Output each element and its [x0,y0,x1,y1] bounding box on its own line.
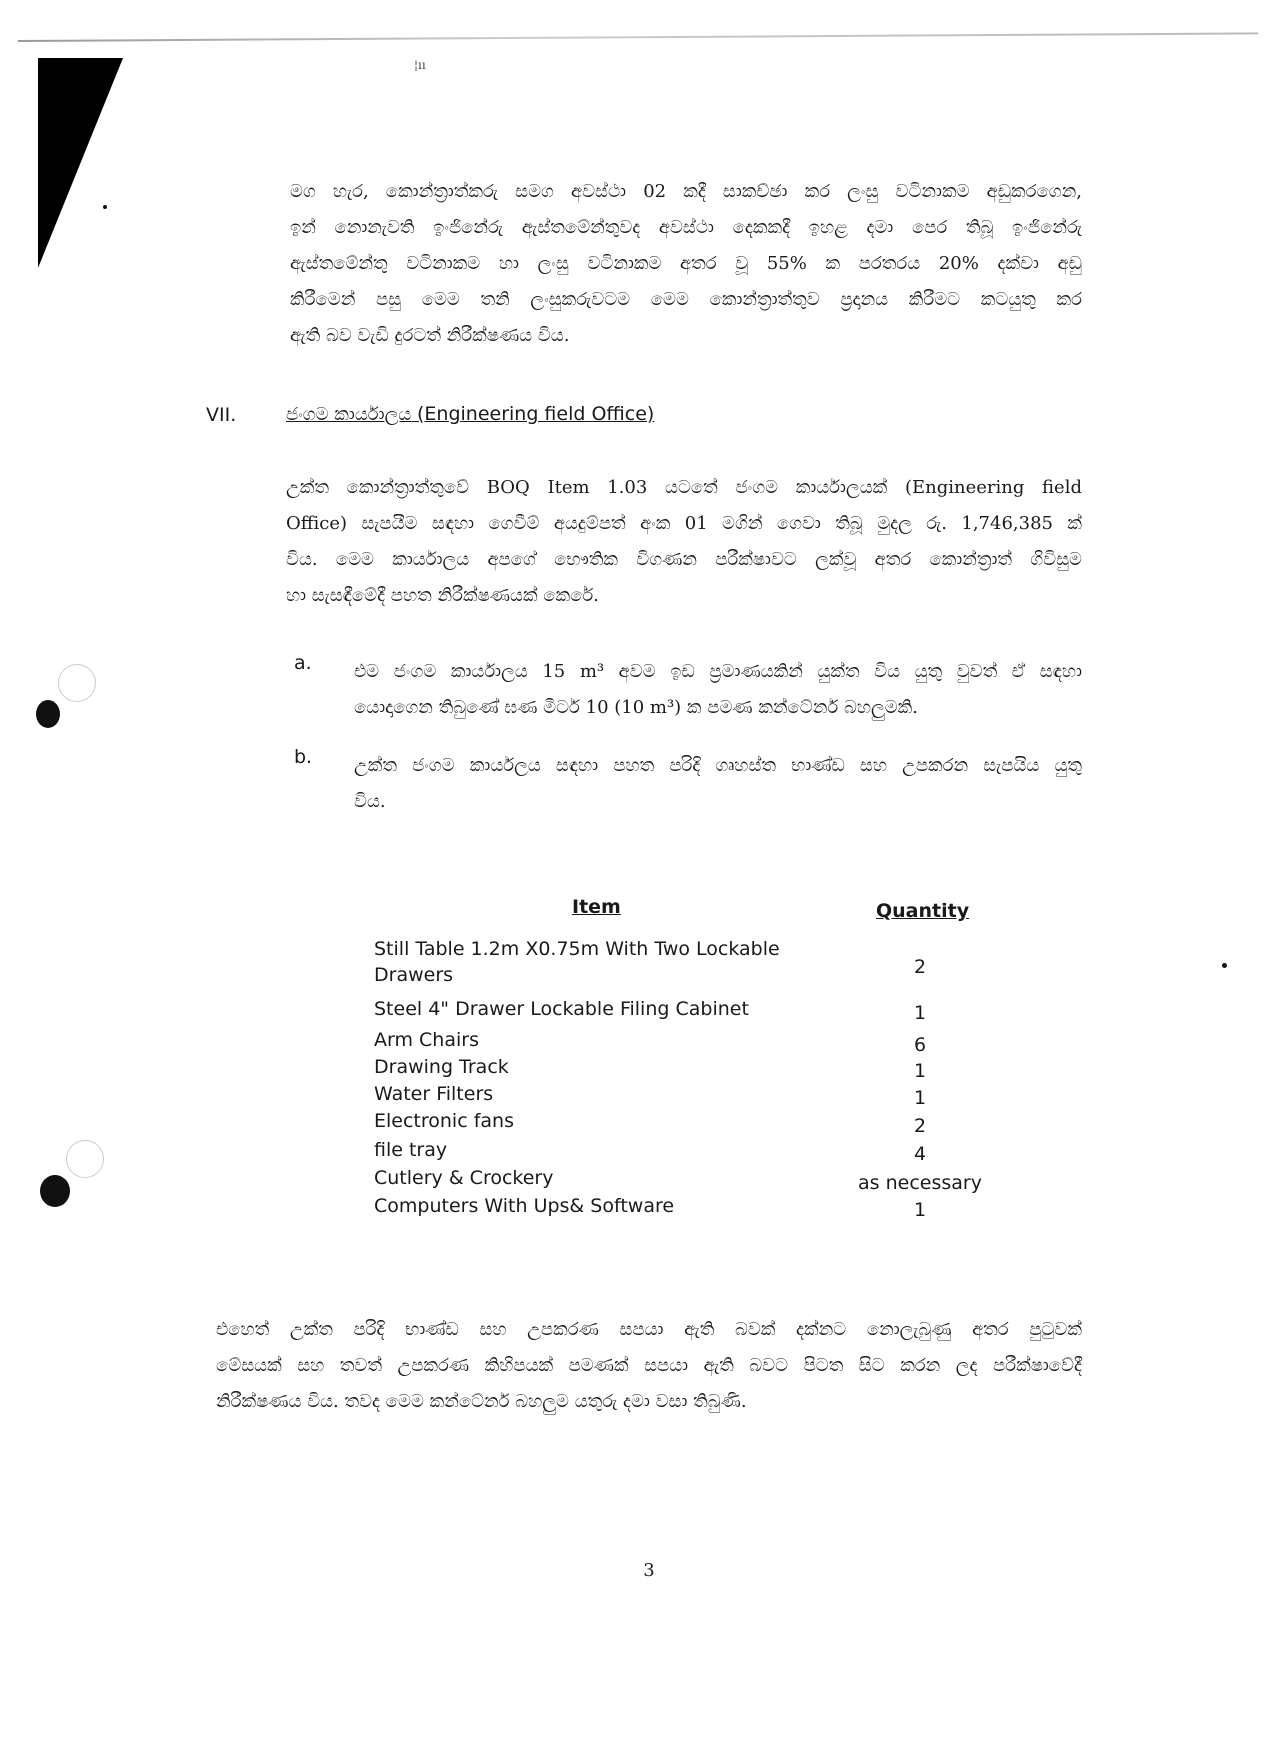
table-row-quantity: 1 [913,1002,927,1024]
table-row-item: Drawing Track [374,1056,509,1078]
table-row-item [374,936,814,988]
paragraph-line: විය. මෙම කාර්යාලය අපගේ භෞතික විගණන පරීක්ෂාවට ලක්වූ අතර කොන්ත්‍රාත් ගිවිසුම [286,549,1082,570]
table-row-item: Steel 4" Drawer Lockable Filing Cabinet [374,998,749,1020]
table-row-quantity: as necessary [858,1172,982,1194]
section-heading-sinhala: ජංගම කාර්යාලය [286,404,412,425]
section-paragraph [286,470,1082,614]
paragraph-line: මේසයක් සහ තවත් උපකරණ කිහිපයක් පමණක් සපයා ඇති බවට පිටත සිට කරන ලද පරීක්ෂාවේදී [216,1355,1082,1376]
table-row-item: Electronic fans [374,1110,514,1132]
table-row-quantity: 1 [913,1060,927,1082]
table-header-quantity: Quantity [876,900,970,922]
paragraph-line: එහෙත් උක්ත පරිදි භාණ්ඩ සහ උපකරණ සපයා ඇති බවක් දක්නට නොලැබුණු අතර පුටුවක් [216,1319,1082,1340]
scan-corner-shadow [38,58,123,268]
scan-speck [36,700,60,728]
paragraph-line: Office) සැපයීම සඳහා ගෙවීම් අයදුම්පත් අංක 01 මගින් ගෙවා තිබූ මුදල රු. 1,746,385 ක් [286,513,1082,534]
paragraph-line: කිරීමෙන් පසු මෙම තනි ලංසුකරුවටම මෙම කොන්ත්‍රාත්තුව ප්‍රදානය කිරීමට කටයුතු කර [290,289,1082,310]
list-item-b [354,748,1082,820]
paragraph-line: ඇස්තමේන්තු වටිනාකම හා ලංසු වටිනාකම අතර වූ 55% ක පරතරය 20% දක්වා අඩු [290,253,1082,274]
top-mark: ¦ıı [414,58,426,72]
list-item-line: උක්ත ජංගම කාර්යලය සඳහා පහත පරිදි ගෘහස්ත භාණ්ඩ සහ උපකරන සැපයිය යුතු [354,755,1082,776]
table-cell-item-line: Drawers [374,964,454,986]
table-row-item: Cutlery & Crockery [374,1167,554,1189]
section-heading [286,403,654,425]
paragraph-line: ඉන් නොනැවති ඉංජිනේරු ඇස්තමේන්තුවද අවස්ථා දෙකකදී ඉහළ දමා පෙර තිබූ ඉංජිනේරු [290,217,1082,238]
list-marker-a: a. [294,652,312,674]
table-row-item: Computers With Ups& Software [374,1195,675,1217]
section-heading-english: (Engineering field Office) [416,403,655,425]
scan-speck [40,1175,70,1207]
list-item-line: එම ජංගම කාර්යාලය 15 m³ අවම ඉඩ ප්‍රමාණයකින් යුක්ත විය යුතු වුවත් ඒ සඳහා [354,661,1082,682]
page-number: 3 [643,1560,655,1581]
paragraph-line: උක්ත කොන්ත්‍රාත්තුවේ BOQ Item 1.03 යටතේ ජංගම කාර්යාලයක් (Engineering field [286,477,1082,498]
paragraph-line: හා සැසඳීමේදී පහත නිරීක්ෂණයක් කෙරේ. [286,585,600,606]
table-row-quantity: 6 [913,1034,927,1056]
table-row-item: Arm Chairs [374,1029,479,1051]
paragraph-line: මග හැර, කොන්ත්‍රාත්කරු සමග අවස්ථා 02 කදී සාකච්ඡා කර ලංසු වටිනාකම අඩුකරගෙන, [290,181,1082,202]
scan-speck [1222,963,1227,968]
table-row-quantity: 2 [913,1115,927,1137]
list-item-a [354,654,1082,726]
list-marker-b: b. [294,746,313,768]
table-header-item: Item [572,896,621,918]
punch-hole [58,664,96,702]
table-cell-item-line: Still Table 1.2m X0.75m With Two Lockable [374,938,780,960]
table-row-item: file tray [374,1139,448,1161]
intro-paragraph [290,174,1082,354]
table-row-quantity: 1 [913,1087,927,1109]
table-row-quantity: 1 [913,1199,927,1221]
punch-hole [66,1140,104,1178]
section-number: VII. [206,404,237,426]
closing-paragraph [216,1312,1082,1420]
scan-top-edge [18,32,1258,42]
table-row-item: Water Filters [374,1083,494,1105]
list-item-line: විය. [354,791,386,812]
table-row-quantity: 2 [913,956,927,978]
table-row-quantity: 4 [913,1143,927,1165]
paragraph-line: ඇති බව වැඩි දුරටත් නිරීක්ෂණය විය. [290,325,570,346]
list-item-line: යොදාගෙන තිබුණේ ඝණ මීටර් 10 (10 m³) ක පමණ කන්ටේනර් බහලුමකි. [354,697,919,718]
paragraph-line: නිරීක්ෂණය විය. තවද මෙම කන්ටේනර් බහලුම යතුරු දමා වසා තිබුණි. [216,1391,747,1412]
scan-speck [103,205,107,209]
